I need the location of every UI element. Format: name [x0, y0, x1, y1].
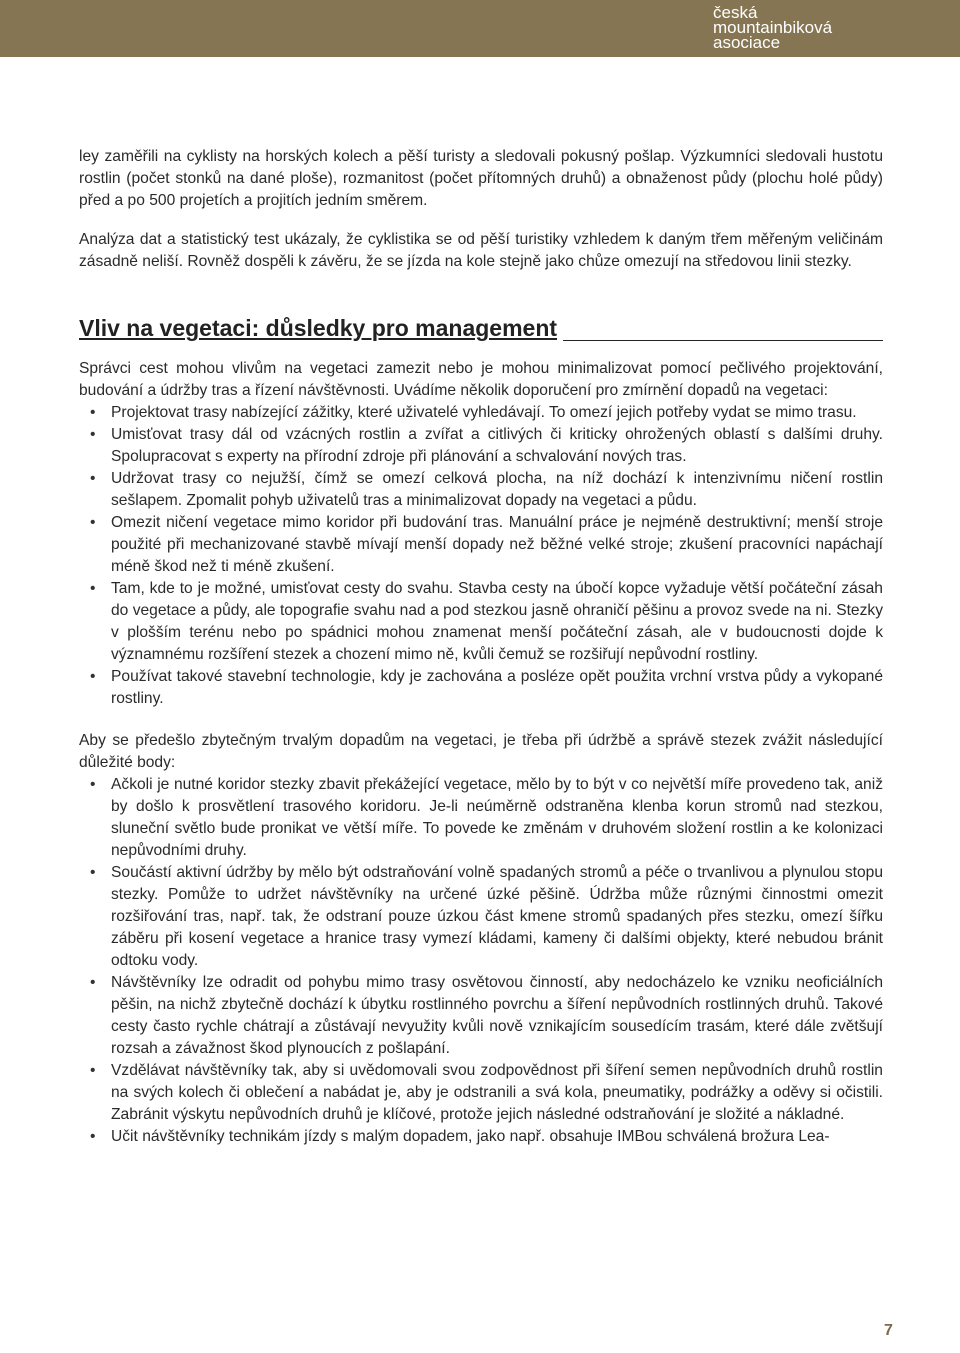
list-item: • Vzdělávat návštěvníky tak, aby si uvědomovali svou zodpovědnost při šíření semen nepůvodních druhů rostlin na svých kolech či oblečení a nabádat je, aby je odstranili a svá kola, pneumatiky, podrážky a oděvy si očistili. Zabránit výskytu nepůvodních druhů je klíčové, protože jejich následné odstraňování je složité a nákladné. — [79, 1060, 883, 1126]
list-item: • Umisťovat trasy dál od vzácných rostlin a zvířat a citlivých či kriticky ohrožených oblastí s dalšími druhy. Spolupracovat s experty na přírodní zdroje při plánování a schvalování nových tras. — [79, 424, 883, 468]
maintenance-intro: Aby se předešlo zbytečným trvalým dopadům na vegetaci, je třeba při údržbě a správě stezek zvážit následující důležité body: — [79, 732, 883, 771]
list-item: • Omezit ničení vegetace mimo koridor při budování tras. Manuální práce je nejméně destruktivní; menší stroje použité při mechanizované stavbě mívají menší dopady než běžné velké stroje; zkušení pracovníci napáchají méně škod než ti méně zkušení. — [79, 512, 883, 578]
cmba-logo — [713, 5, 832, 50]
intro-paragraph-1: ley zaměřili na cyklisty na horských kolech a pěší turisty a sledovali pokusný pošlap. Výzkumníci sledovali hustotu rostlin (počet stonků na dané ploše), rozmanitost (počet přítomných druhů) a obnaženost půdy (plochu holé půdy) před a po 500 projetích a projitích jedním směrem. — [79, 148, 883, 209]
intro-paragraph-2: Analýza dat a statistický test ukázaly, že cyklistika se od pěší turistiky vzhledem k daným třem měřeným veličinám zásadně neliší. Rovněž dospěli k závěru, že se jízda na kole stejně jako chůze omezují na středovou linii stezky. — [79, 231, 883, 270]
logo-line-1: česká — [713, 3, 758, 22]
list-item: • Součástí aktivní údržby by mělo být odstraňování volně spadaných stromů a péče o trvanlivou a plynulou stopu stezky. Pomůže to udržet návštěvníky na určené úzké pěšině. Údržba může různými činnostmi omezit rozšiřování tras, např. tak, že odstraní pouze úzkou část kmene stromů spadaných přes stezku, omezí šířku záběru při kosení vegetace a hranice trasy vymezí kládami, kameny či dalšími objekty, které nebudou bránit odtoku vody. — [79, 862, 883, 972]
list-item: • Používat takové stavební technologie, kdy je zachována a posléze opět použita vrchní vrstva půdy a vykopané rostliny. — [79, 666, 883, 710]
list-item: • Udržovat trasy co nejužší, čímž se omezí celková plocha, na níž dochází k intenzivnímu ničení rostlin sešlapem. Zpomalit pohyb uživatelů tras a minimalizovat dopady na vegetaci a půdu. — [79, 468, 883, 512]
recommendations-list — [79, 402, 883, 710]
list-item: • Ačkoli je nutné koridor stezky zbavit překážející vegetace, mělo by to být v co největší míře provedeno tak, aniž by došlo k prosvětlení trasového koridoru. Je-li neúměrně odstraněna klenba korun stromů nad stezkou, sluneční světlo bude pronikat ve větší míře. To povede ke změnám v druhovém složení rostlin a ke kolonizaci nepůvodními druhy. — [79, 774, 883, 862]
logo-line-3: asociace — [713, 33, 781, 52]
section-title: Vliv na vegetaci: důsledky pro management — [79, 314, 563, 342]
page-content — [79, 146, 883, 1148]
list-item: • Projektovat trasy nabízející zážitky, které uživatelé vyhledávají. To omezí jejich potřeby vydat se mimo trasu. — [79, 402, 883, 424]
list-item: • Tam, kde to je možné, umisťovat cesty do svahu. Stavba cesty na úbočí kopce vyžaduje větší počáteční zásah do vegetace a půdy, ale topografie svahu nad a pod stezkou jasně ohraničí pěšinu a provoz svede na ni. Stezky v plošším terénu nebo po spádnici mohou znamenat menší počáteční zásah, ale v budoucnosti dojde k významnému rozšíření stezek a chození mimo ně, kvůli čemuž se rozšiřují nepůvodní rostliny. — [79, 578, 883, 666]
maintenance-list — [79, 774, 883, 1148]
header-bar — [0, 0, 960, 57]
list-item: • Učit návštěvníky technikám jízdy s malým dopadem, jako např. obsahuje IMBou schválená brožura Lea- — [79, 1126, 883, 1148]
page-number: 7 — [884, 1322, 893, 1339]
section-intro: Správci cest mohou vlivům na vegetaci zamezit nebo je mohou minimalizovat pomocí pečlivého projektování, budování a údržby tras a řízení návštěvnosti. Uvádíme několik doporučení pro zmírnění dopadů na vegetaci: — [79, 360, 883, 399]
logo-line-2: mountainbiková — [713, 18, 833, 37]
section-heading-rule — [79, 310, 883, 341]
list-item: • Návštěvníky lze odradit od pohybu mimo trasy osvětovou činností, aby nedocházelo ke vzniku neoficiálních pěšin, na nichž zbytečně dochází k úbytku rostlinného povrchu a šíření nepůvodních rostlinných druhů. Takové cesty často rychle chátrají a zůstávají nevyužity kvůli nově vznikajícím sousedícím trasám, které dále zvětšují rozsah a závažnost škod plynoucích z pošlapání. — [79, 972, 883, 1060]
